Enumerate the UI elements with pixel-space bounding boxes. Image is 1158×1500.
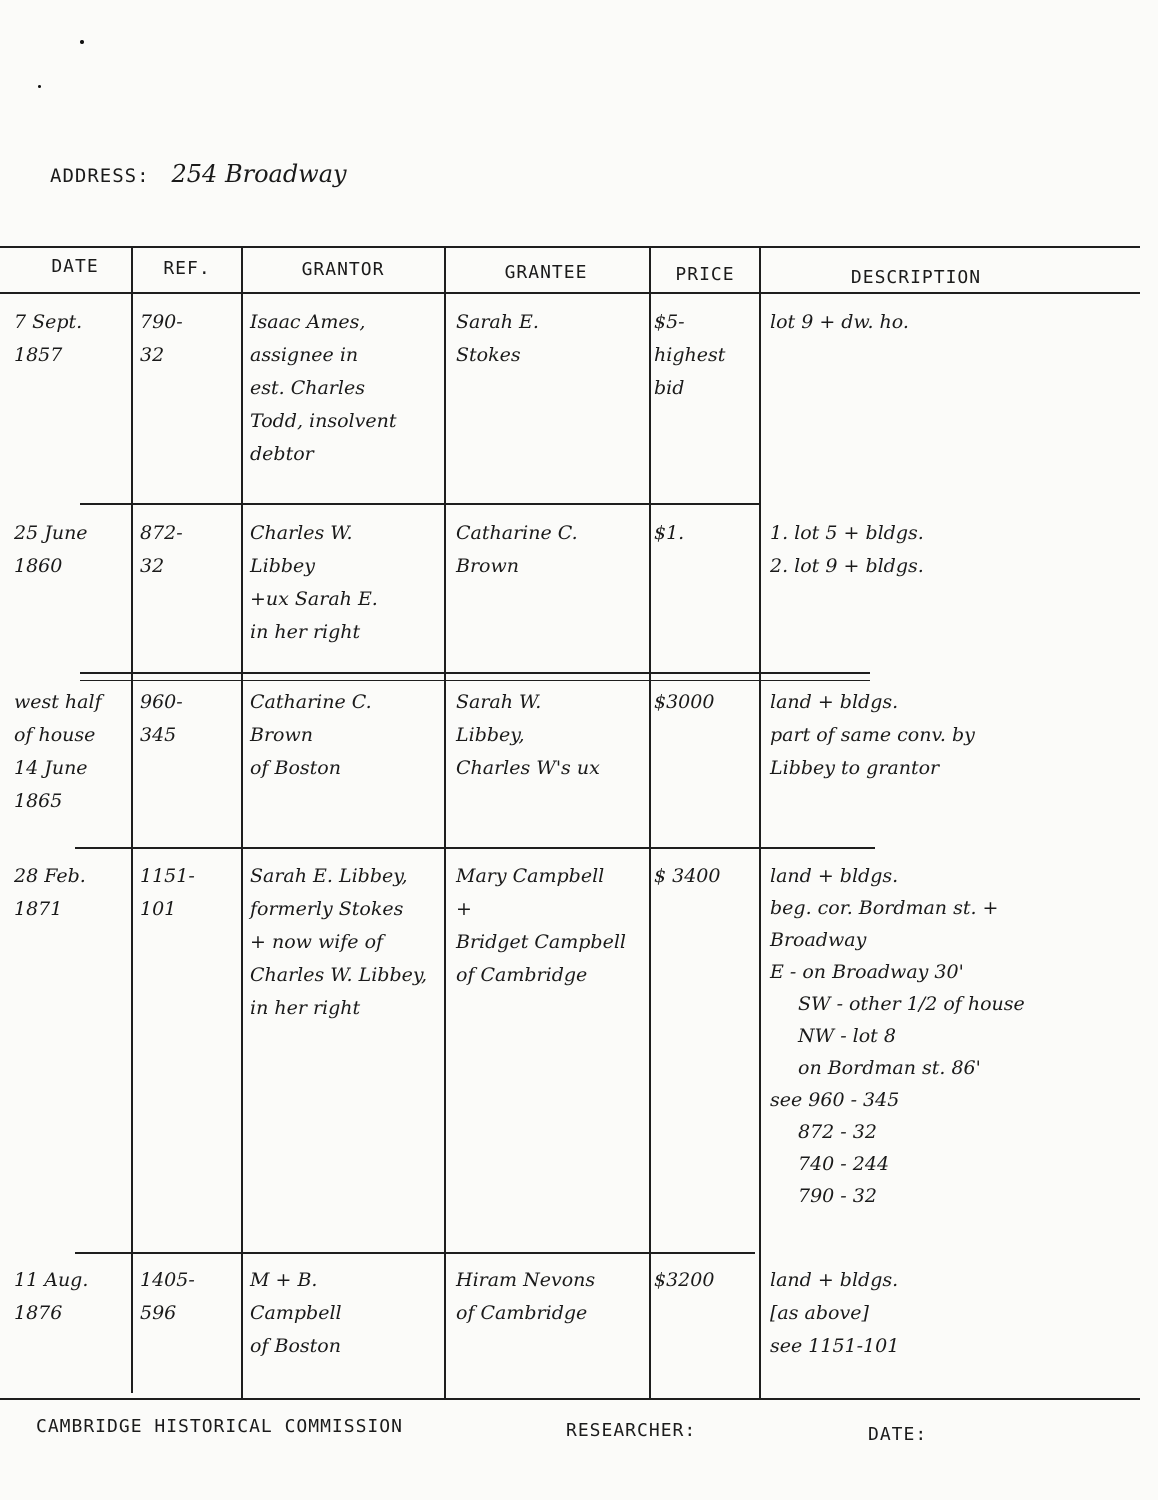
address-row: [50, 160, 347, 188]
record-grantee-line: Charles W's ux: [456, 757, 600, 779]
record-ref-line: 32: [140, 555, 165, 577]
record-description-line: 2. lot 9 + bldgs.: [770, 555, 924, 577]
record-description-line: Libbey to grantor: [770, 757, 940, 779]
record-grantor-line: in her right: [250, 621, 361, 643]
record-ref-cell: [140, 517, 240, 583]
record-description-line: SW - other 1/2 of house: [798, 993, 1025, 1015]
record-grantee-cell: [456, 860, 646, 992]
column-divider: [131, 246, 133, 1393]
record-price-line: $1.: [654, 522, 685, 544]
record-price-cell: [654, 517, 758, 550]
column-divider: [444, 246, 446, 1398]
column-header-date: DATE: [51, 256, 99, 277]
record-date-line: 1871: [14, 898, 63, 920]
record-grantor-line: debtor: [250, 443, 314, 465]
record-ref-line: 32: [140, 344, 165, 366]
address-value: 254 Broadway: [171, 160, 347, 188]
record-description-line: 790 - 32: [798, 1185, 877, 1207]
record-description-line: part of same conv. by: [770, 724, 975, 746]
table-bottom-rule: [0, 1398, 1140, 1400]
record-grantee-line: Libbey,: [456, 724, 525, 746]
record-ref-line: 596: [140, 1302, 177, 1324]
record-grantor-cell: [250, 1264, 442, 1363]
record-date-line: 1876: [14, 1302, 63, 1324]
column-divider: [241, 246, 243, 1398]
record-date-line: 1857: [14, 344, 63, 366]
record-ref-line: 960-: [140, 691, 183, 713]
record-grantor-line: in her right: [250, 997, 361, 1019]
record-date-line: 28 Feb.: [14, 865, 86, 887]
record-price-line: $3200: [654, 1269, 715, 1291]
record-grantee-cell: [456, 306, 646, 372]
record-description-line: on Bordman st. 86': [798, 1057, 981, 1079]
record-date-line: west half: [14, 691, 102, 713]
record-grantor-line: Brown: [250, 724, 313, 746]
record-description-line: see 960 - 345: [770, 1089, 900, 1111]
footer-organization: CAMBRIDGE HISTORICAL COMMISSION: [36, 1416, 403, 1437]
record-date-line: 7 Sept.: [14, 311, 83, 333]
record-grantor-cell: [250, 517, 442, 649]
record-grantor-line: est. Charles: [250, 377, 365, 399]
record-grantor-line: M + B.: [250, 1269, 318, 1291]
record-grantee-line: of Cambridge: [456, 1302, 588, 1324]
column-header-grantee: GRANTEE: [504, 262, 588, 283]
record-ref-cell: [140, 1264, 240, 1330]
record-price-line: highest: [654, 344, 726, 366]
record-grantee-line: Sarah W.: [456, 691, 542, 713]
record-grantor-line: Charles W. Libbey,: [250, 964, 428, 986]
record-price-line: $ 3400: [654, 865, 721, 887]
record-description-cell: [770, 306, 1130, 339]
record-description-line: lot 9 + dw. ho.: [770, 311, 909, 333]
stray-mark: [80, 40, 84, 44]
record-ref-cell: [140, 306, 240, 372]
record-grantor-line: assignee in: [250, 344, 359, 366]
header-bottom-rule: [0, 292, 1140, 294]
record-description-line: E - on Broadway 30': [770, 961, 964, 983]
record-date-line: 14 June: [14, 757, 88, 779]
record-date-cell: [14, 1264, 132, 1330]
record-date-cell: [14, 860, 132, 926]
record-grantee-line: +: [456, 898, 472, 920]
record-grantor-cell: [250, 306, 442, 471]
record-grantor-line: of Boston: [250, 1335, 341, 1357]
row-rule: [75, 1252, 755, 1254]
column-header-grantor: GRANTOR: [301, 259, 385, 280]
record-description-cell: [770, 860, 1130, 1212]
record-description-line: NW - lot 8: [798, 1025, 896, 1047]
record-grantee-cell: [456, 1264, 646, 1330]
footer-date-label: DATE:: [868, 1424, 928, 1445]
record-grantor-cell: [250, 860, 442, 1025]
record-grantee-line: Catharine C.: [456, 522, 578, 544]
record-price-line: $3000: [654, 691, 715, 713]
record-description-line: see 1151-101: [770, 1335, 900, 1357]
record-grantor-line: formerly Stokes: [250, 898, 404, 920]
address-label: ADDRESS:: [50, 165, 150, 187]
record-date-line: of house: [14, 724, 96, 746]
record-description-cell: [770, 517, 1130, 583]
record-description-line: Broadway: [770, 929, 867, 951]
record-description-line: 872 - 32: [798, 1121, 877, 1143]
record-grantor-line: + now wife of: [250, 931, 384, 953]
record-ref-line: 1151-: [140, 865, 195, 887]
record-description-line: land + bldgs.: [770, 1269, 899, 1291]
record-grantor-line: Isaac Ames,: [250, 311, 366, 333]
column-divider: [649, 246, 651, 1398]
record-grantor-line: Charles W.: [250, 522, 353, 544]
record-date-line: 1865: [14, 790, 63, 812]
record-grantor-cell: [250, 686, 442, 785]
record-price-line: $5-: [654, 311, 685, 333]
record-ref-line: 345: [140, 724, 177, 746]
record-grantee-line: of Cambridge: [456, 964, 588, 986]
record-date-line: 1860: [14, 555, 63, 577]
row-rule: [80, 672, 870, 674]
record-price-line: bid: [654, 377, 685, 399]
record-description-line: land + bldgs.: [770, 865, 899, 887]
record-date-line: 25 June: [14, 522, 88, 544]
record-date-cell: [14, 517, 132, 583]
record-description-line: 740 - 244: [798, 1153, 890, 1175]
record-grantor-line: Libbey: [250, 555, 315, 577]
footer-researcher-label: RESEARCHER:: [566, 1420, 697, 1441]
row-rule: [80, 680, 870, 681]
record-description-line: land + bldgs.: [770, 691, 899, 713]
record-grantee-cell: [456, 517, 646, 583]
record-grantor-line: Campbell: [250, 1302, 342, 1324]
record-ref-line: 101: [140, 898, 177, 920]
row-rule: [75, 847, 875, 849]
record-grantor-line: +ux Sarah E.: [250, 588, 378, 610]
record-grantee-line: Bridget Campbell: [456, 931, 626, 953]
column-header-price: PRICE: [675, 264, 735, 285]
record-grantor-line: Sarah E. Libbey,: [250, 865, 408, 887]
record-date-cell: [14, 686, 132, 818]
record-description-line: [as above]: [770, 1302, 869, 1324]
record-grantee-cell: [456, 686, 646, 785]
record-date-cell: [14, 306, 132, 372]
column-header-ref: REF.: [163, 258, 211, 279]
record-grantee-line: Brown: [456, 555, 519, 577]
record-grantor-line: Catharine C.: [250, 691, 372, 713]
record-ref-line: 790-: [140, 311, 183, 333]
record-grantee-line: Sarah E.: [456, 311, 539, 333]
table-top-rule: [0, 246, 1140, 248]
record-description-cell: [770, 1264, 1130, 1363]
record-ref-line: 1405-: [140, 1269, 195, 1291]
record-price-cell: [654, 860, 758, 893]
record-price-cell: [654, 686, 758, 719]
record-description-line: beg. cor. Bordman st. +: [770, 897, 999, 919]
record-date-line: 11 Aug.: [14, 1269, 89, 1291]
record-grantor-line: Todd, insolvent: [250, 410, 397, 432]
row-rule: [80, 503, 760, 505]
record-price-cell: [654, 1264, 758, 1297]
column-divider: [759, 246, 761, 1398]
record-ref-line: 872-: [140, 522, 183, 544]
record-price-cell: [654, 306, 758, 405]
column-header-description: DESCRIPTION: [850, 267, 982, 288]
record-description-cell: [770, 686, 1130, 785]
record-description-line: 1. lot 5 + bldgs.: [770, 522, 924, 544]
stray-mark: [38, 85, 41, 88]
record-grantee-line: Mary Campbell: [456, 865, 605, 887]
record-ref-cell: [140, 860, 240, 926]
record-grantor-line: of Boston: [250, 757, 341, 779]
record-grantee-line: Hiram Nevons: [456, 1269, 596, 1291]
record-grantee-line: Stokes: [456, 344, 521, 366]
record-ref-cell: [140, 686, 240, 752]
